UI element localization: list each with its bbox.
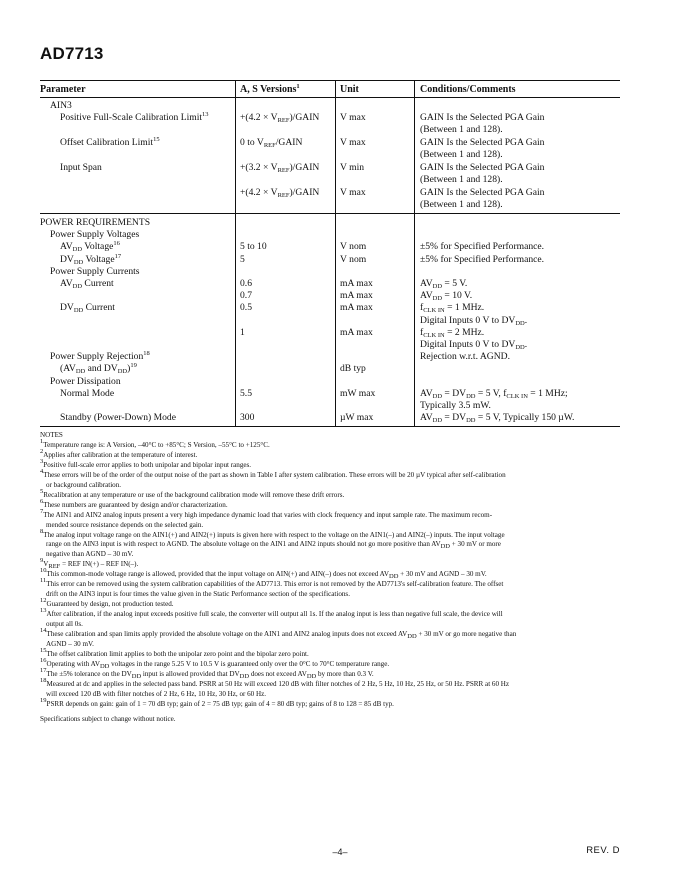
footnote: or background calibration. [46, 480, 122, 489]
footnote: $^{11}$This error can be removed using the system calibration capabilities of the AD7713. This error is not removed by the AD7713's self-calibration feature. The offset [40, 577, 504, 589]
footnote: will exceed 120 dB with filter notches of 2 Hz, 6 Hz, 10 Hz, 30 Hz, or 60 Hz. [46, 689, 267, 698]
unit-cell: V max [340, 137, 366, 148]
condition-cell: (Between 1 and 128). [420, 149, 503, 160]
condition-cell: GAIN Is the Selected PGA Gain [420, 187, 545, 198]
param-row: $DV_{DD}$ Current [60, 302, 115, 314]
footnote: $^{10}$This common-mode voltage range is allowed, provided that the input voltage on AIN(+) and AIN(–) does not exceed $AV_{DD} + 30$ mV and AGND – 30 mV. [40, 567, 487, 581]
condition-cell: ±5% for Specified Performance. [420, 254, 545, 265]
value-cell: $+(4.2 \times V_{REF})$/GAIN [240, 112, 320, 124]
condition-cell: GAIN Is the Selected PGA Gain [420, 112, 545, 123]
unit-cell: mA max [340, 327, 373, 338]
unit-cell: V nom [340, 254, 367, 265]
footnote: $^7$The AIN1 and AIN2 analog inputs present a very high impedance dynamic load that varies with clock frequency and input sample rate. The maximum recom- [40, 507, 493, 519]
param-row: Standby (Power-Down) Mode [60, 412, 176, 423]
column-divider [414, 81, 415, 426]
footnote: output all 0s. [46, 620, 83, 629]
footnote: $^{16}$Operating with $AV_{DD}$ voltages in the range 5.25 V to 10.5 V is guaranteed only over the 0°C to 70°C temperature range. [40, 656, 390, 670]
condition-cell: ±5% for Specified Performance. [420, 241, 545, 252]
footnote: $^{17}$The ±5% tolerance on the $DV_{DD}$ input is allowed provided that $DV_{DD}$ does not exceed $AV_{DD}$ by more than 0.3 V. [40, 666, 374, 680]
param-row: Offset Calibration Limit$^{15}$ [60, 136, 160, 148]
footnote: $^3$Positive full-scale error applies to both unipolar and bipolar input ranges. [40, 457, 252, 469]
footnote: $^9V_{REF}$ = REF IN(+) – REF IN(–). [40, 557, 139, 571]
param-row: Positive Full-Scale Calibration Limit$^{13}$ [60, 111, 209, 123]
condition-cell: Digital Inputs 0 V to $DV_{DD}$. [420, 315, 528, 327]
param-row: $AV_{DD}$ Voltage$^{16}$ [60, 240, 120, 253]
condition-cell: $AV_{DD} = 5$ V. [420, 278, 468, 290]
condition-cell: $AV_{DD} = 10$ V. [420, 290, 473, 302]
unit-cell: V max [340, 187, 366, 198]
param-row: $DV_{DD}$ Voltage$^{17}$ [60, 253, 122, 266]
header-conditions: Conditions/Comments [420, 84, 516, 95]
footnote: $^1$Temperature range is: A Version, –40°C to +85°C; S Version, –55°C to +125°C. [40, 437, 270, 449]
column-divider [235, 81, 236, 426]
unit-cell: mW max [340, 388, 376, 399]
section-rule [40, 213, 620, 214]
value-cell: 5 [240, 254, 245, 265]
unit-cell: dB typ [340, 363, 366, 374]
condition-cell: GAIN Is the Selected PGA Gain [420, 162, 545, 173]
param-row: Power Supply Currents [50, 266, 140, 277]
footnote: $^2$Applies after calibration at the temperature of interest. [40, 447, 198, 459]
revision-label: REV. D [586, 845, 620, 856]
footnote: $^{15}$The offset calibration limit applies to both the unipolar zero point and the bipolar zero point. [40, 646, 309, 658]
footnote: negative than AGND – 30 mV. [46, 550, 134, 559]
condition-cell: Rejection w.r.t. AGND. [420, 351, 510, 362]
table-top-rule [40, 80, 620, 81]
footnote: $^4$These errors will be of the order of the output noise of the part as shown in Table I after system calibration. These errors will be 20 µV typical after self-calibration [40, 467, 506, 479]
specifications-disclaimer: Specifications subject to change without notice. [40, 714, 176, 723]
condition-cell: $f_{CLK IN} = 1$ MHz. [420, 302, 485, 314]
footnote: mended source resistance depends on the selected gain. [46, 520, 204, 529]
param-row: Power Dissipation [50, 376, 121, 387]
column-divider [335, 81, 336, 426]
param-row: ($AV_{DD}$ and $DV_{DD})^{19}$ [60, 362, 137, 375]
value-cell: 0.6 [240, 278, 252, 289]
footnote: $^{19}$PSRR depends on gain: gain of 1 = 70 dB typ; gain of 2 = 75 dB typ; gain of 4 = 80 dB typ; gains of 8 to 128 = 85 dB typ. [40, 696, 394, 708]
value-cell: 5 to 10 [240, 241, 267, 252]
page-number: –4– [332, 847, 348, 857]
unit-cell: mA max [340, 278, 373, 289]
value-cell: 5.5 [240, 388, 252, 399]
value-cell: 1 [240, 327, 245, 338]
condition-cell: (Between 1 and 128). [420, 174, 503, 185]
param-row: $AV_{DD}$ Current [60, 278, 114, 290]
section-heading: POWER REQUIREMENTS [40, 217, 151, 228]
condition-cell: $f_{CLK IN} = 2$ MHz. [420, 327, 485, 339]
param-row: Power Supply Rejection$^{18}$ [50, 350, 150, 362]
condition-cell: $AV_{DD} = DV_{DD} = 5$ V, $f_{CLK IN} = 1$ MHz; [420, 388, 568, 400]
value-cell: 0.7 [240, 290, 252, 301]
header-bottom-rule [40, 97, 620, 98]
unit-cell: µW max [340, 412, 374, 423]
condition-cell: Digital Inputs 0 V to $DV_{DD}$. [420, 339, 528, 351]
footnote: $^8$The analog input voltage range on the AIN1(+) and AIN2(+) inputs is given here with respect to the voltage on the AIN1(–) and AIN2(–) inputs. The input voltage [40, 527, 505, 539]
condition-cell: $AV_{DD} = DV_{DD} = 5$ V, Typically 150 µW. [420, 412, 575, 424]
footnote: $^6$These numbers are guaranteed by design and/or characterization. [40, 497, 228, 509]
condition-cell: Typically 3.5 mW. [420, 400, 491, 411]
param-row: AIN3 [50, 100, 72, 111]
footnote: $^5$Recalibration at any temperature or use of the background calibration mode will remove these drift errors. [40, 487, 345, 499]
value-cell: $+(4.2 \times V_{REF})$/GAIN [240, 187, 320, 199]
unit-cell: V max [340, 112, 366, 123]
footnote: AGND – 30 mV. [46, 640, 94, 649]
document-title: AD7713 [40, 44, 104, 63]
value-cell: 0.5 [240, 302, 252, 313]
footnotes [40, 431, 622, 725]
header-versions: A, S Versions$^1$ [240, 83, 300, 95]
unit-cell: V min [340, 162, 365, 173]
unit-cell: mA max [340, 302, 373, 313]
param-row: Input Span [60, 162, 102, 173]
footnote: range on the AIN3 input is with respect to AGND. The absolute voltage on the AIN1 and AIN2 inputs should not go more positive than $AV_{DD} + 30$ mV or more [46, 540, 501, 551]
value-cell: 0 to $V_{REF}$/GAIN [240, 137, 303, 149]
param-row: Power Supply Voltages [50, 229, 140, 240]
value-cell: 300 [240, 412, 255, 423]
value-cell: $+(3.2 \times V_{REF})$/GAIN [240, 162, 320, 174]
unit-cell: V nom [340, 241, 367, 252]
param-row: Normal Mode [60, 388, 115, 399]
footnote: drift on the AIN3 input is four times the value given in the Static Performance section of the specifications. [46, 590, 350, 599]
footnote: $^{12}$Guaranteed by design, not production tested. [40, 597, 174, 609]
condition-cell: (Between 1 and 128). [420, 124, 503, 135]
footnote: $^{18}$Measured at dc and applies in the selected pass band. PSRR at 50 Hz will exceed 120 dB with filter notches of 2 Hz, 5 Hz, 10 Hz, 25 Hz, or 50 Hz. PSRR at 60 Hz [40, 676, 510, 688]
footnote: $^{13}$After calibration, if the analog input exceeds positive full scale, the converter will output all 1s. If the analog input is less than negative full scale, the device will [40, 607, 503, 619]
notes-heading: NOTES [40, 431, 63, 439]
condition-cell: GAIN Is the Selected PGA Gain [420, 137, 545, 148]
unit-cell: mA max [340, 290, 373, 301]
condition-cell: (Between 1 and 128). [420, 199, 503, 210]
footnote: $^{14}$These calibration and span limits apply provided the absolute voltage on the AIN1 and AIN2 analog inputs does not exceed $AV_{DD} + 30$ mV or go more negative than [40, 627, 517, 641]
header-parameter: Parameter [40, 84, 86, 95]
table-bottom-rule [40, 426, 620, 427]
header-unit: Unit [340, 84, 359, 95]
